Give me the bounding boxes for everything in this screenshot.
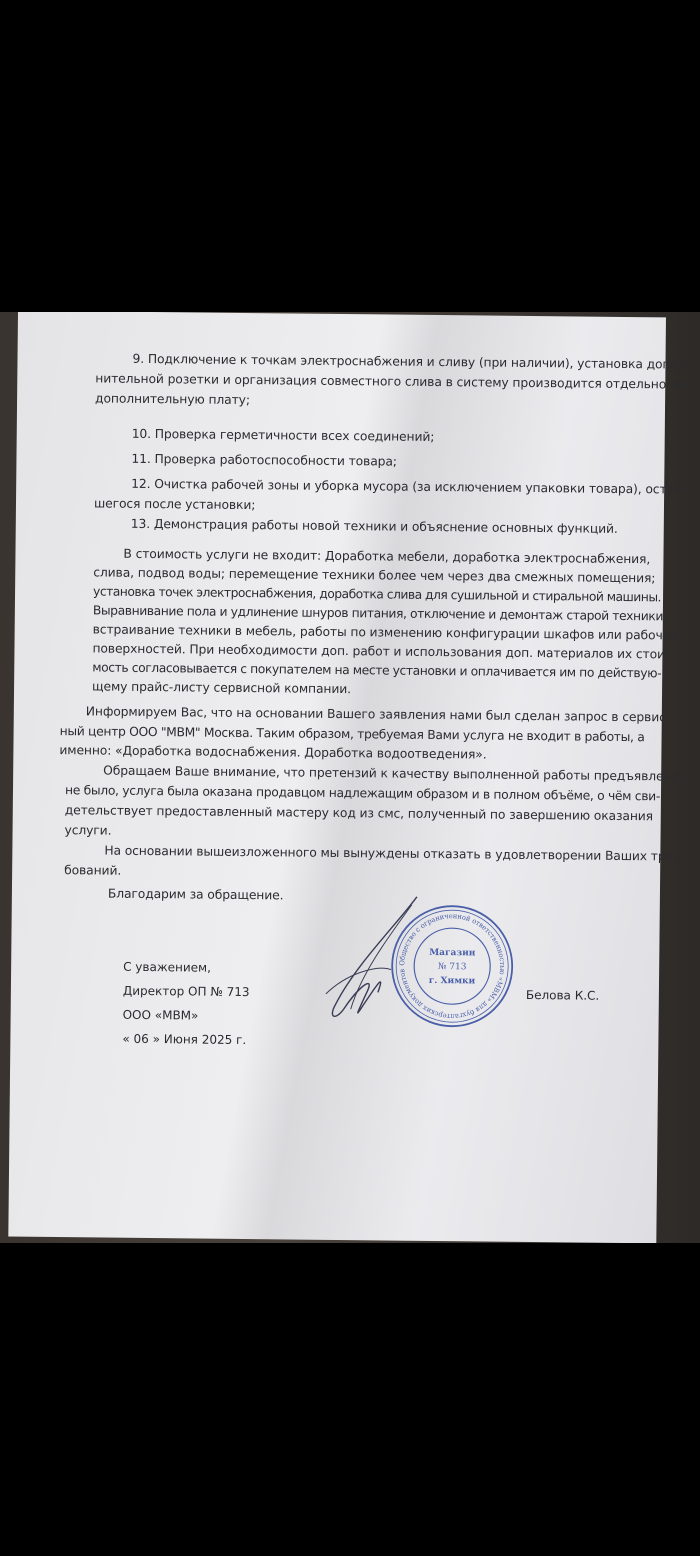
- list-item-11: 11. Проверка работоспособности товара;: [131, 451, 397, 469]
- refusal-line-2: бований.: [64, 863, 122, 878]
- stamp-ring-text: Общество с ограниченной ответственностью «МВМ» для бухгалтерских документов: [398, 912, 507, 1021]
- list-item-9-line-1: 9. Подключение к точкам электроснабжения и сливу (при наличии), установка допол-: [132, 351, 690, 372]
- stamp-line-3: г. Химки: [428, 975, 476, 987]
- list-item-9-line-2: нительной розетки и организация совместного слива в систему производится отдельно за: [95, 371, 684, 392]
- not-included-line-6: поверхностей. При необходимости доп. работ и использования доп. материалов их стои-: [92, 641, 670, 662]
- list-item-12-line-2: шегося после установки;: [93, 496, 256, 513]
- inform-line-1: Информируем Вас, что на основании Вашего заявления нами был сделан запрос в сервис-: [85, 704, 671, 725]
- signer-company: ООО «МВМ»: [122, 1007, 199, 1023]
- thanks-text: Благодарим за обращение.: [107, 886, 284, 903]
- not-included-line-1: В стоимость услуги не входит: Доработка мебели, доработка электроснабжения,: [123, 546, 651, 567]
- signer-name: Белова К.С.: [525, 987, 600, 1003]
- stamp-line-2: № 713: [437, 962, 467, 973]
- attention-line-3: детельствует предоставленный мастеру код из смс, полученный по завершению оказания: [64, 803, 654, 824]
- not-included-line-3: установка точек электроснабжения, доработка слива для сушильной и стиральной машины.: [93, 584, 662, 605]
- regards-text: С уважением,: [123, 959, 212, 975]
- not-included-line-7: мость согласовывается с покупателем на месте установки и оплачивается им по действую-: [92, 660, 662, 681]
- attention-line-1: Обращаем Ваше внимание, что претензий к качеству выполненной работы предъявлено: [103, 763, 679, 784]
- letter-date: « 06 » Июня 2025 г.: [122, 1031, 247, 1048]
- not-included-line-8: щему прайс-листу сервисной компании.: [92, 679, 352, 697]
- inform-line-2: ный центр ООО "МВМ" Москва. Таким образом, требуемая Вами услуга не входит в работы, а: [59, 724, 645, 745]
- list-item-9-line-3: дополнительную плату;: [95, 391, 250, 408]
- list-item-10: 10. Проверка герметичности всех соединений;: [131, 426, 435, 444]
- list-item-12-line-1: 12. Очистка рабочей зоны и уборка мусора (за исключением упаковки товара), остав-: [131, 476, 686, 497]
- photo-background: [0, 312, 700, 1243]
- not-included-line-5: встраивание техники в мебель, работы по изменению конфигурации шкафов или рабочих: [92, 622, 678, 643]
- list-item-13: 13. Демонстрация работы новой техники и объяснение основных функций.: [130, 516, 618, 536]
- stamp-line-1: Магазин: [429, 947, 476, 959]
- not-included-line-4: Выравнивание пола и удлинение шнуров питания, отключение и демонтаж старой техники,: [92, 603, 667, 624]
- letter-page: [8, 312, 690, 1243]
- company-stamp: [389, 903, 516, 1030]
- signer-position: Директор ОП № 713: [122, 983, 250, 1000]
- not-included-line-2: слива, подвод воды; перемещение техники более чем через два смежных помещения;: [93, 565, 656, 586]
- refusal-line-1: На основании вышеизложенного мы вынуждены отказать в удовлетворении Ваших тре-: [104, 843, 678, 864]
- attention-line-2: не было, услуга была оказана продавцом надлежащим образом и в полном объёме, о чём сви-: [64, 783, 661, 804]
- inform-line-3: именно: «Доработка водоснабжения. Доработка водоотведения».: [59, 743, 487, 762]
- attention-line-4: услуги.: [64, 823, 112, 838]
